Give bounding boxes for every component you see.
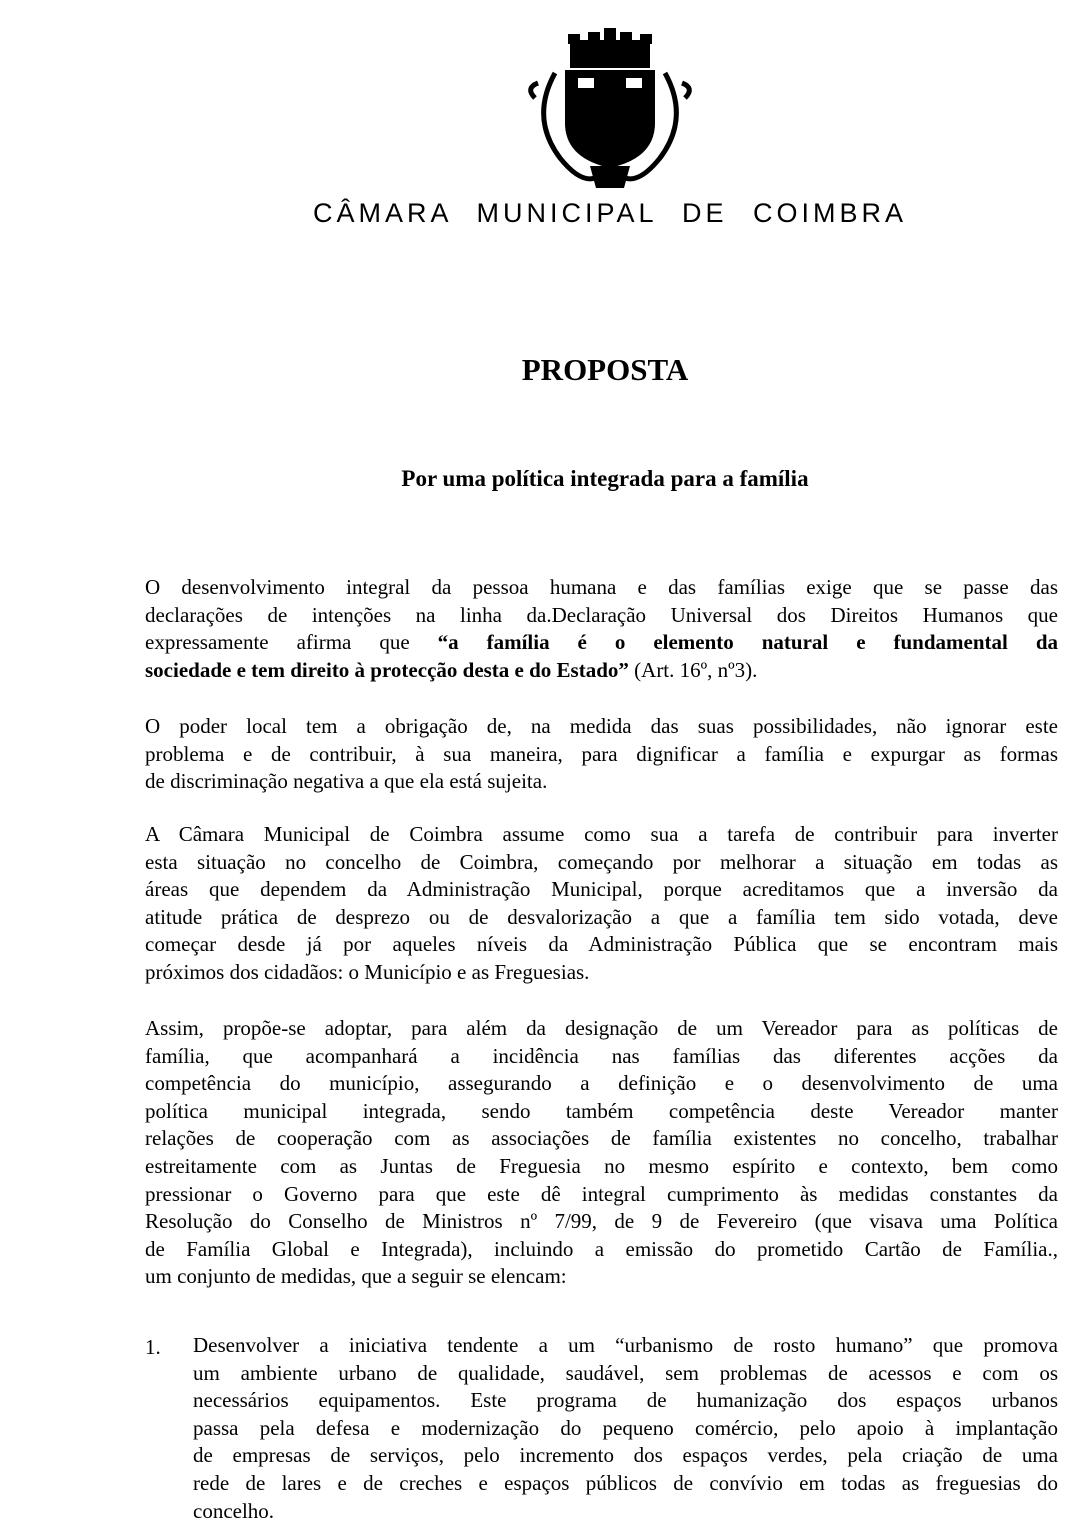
coat-of-arms-logo (520, 28, 700, 198)
text-line: um ambiente urbano de qualidade, saudável, sem problemas de acessos e com os (193, 1360, 1058, 1385)
quote-bold: sociedade e tem direito à protecção desta e do Estado” (145, 657, 629, 682)
text-line: O desenvolvimento integral da pessoa humana e das famílias exige que se passe das (145, 575, 1058, 599)
text-line: de discriminação negativa a que ela está sujeita. (145, 769, 548, 794)
text-line: Resolução do Conselho de Ministros nº 7/99, de 9 de Fevereiro (que visava uma Política (145, 1209, 1058, 1234)
text-line: esta situação no concelho de Coimbra, começando por melhorar a situação em todas as (145, 849, 1058, 874)
text-line: necessários equipamentos. Este programa de humanização dos espaços urbanos (193, 1388, 1058, 1413)
text-line: rede de lares e de creches e espaços públicos de convívio em todas as freguesias do (193, 1470, 1058, 1495)
paragraph-4 (145, 1015, 1058, 1291)
text-line (145, 629, 1058, 657)
text-line: pressionar o Governo para que este dê integral cumprimento às medidas constantes da (145, 1181, 1058, 1206)
text-line: um conjunto de medidas, que a seguir se elencam: (145, 1264, 567, 1289)
list-item-1 (193, 1332, 1058, 1525)
list-number: 1. (145, 1335, 161, 1359)
text-line: passa pela defesa e modernização do pequeno comércio, pelo apoio à implantação (193, 1415, 1058, 1440)
text-segment: expressamente afirma que (145, 630, 438, 655)
organization-name: CÂMARA MUNICIPAL DE COIMBRA (312, 198, 908, 228)
quote-bold: “a família é o elemento natural e fundamental da (437, 630, 1058, 655)
text-line: estreitamente com as Juntas de Freguesia no mesmo espírito e contexto, bem como (145, 1153, 1058, 1178)
text-line: de Família Global e Integrada), incluindo a emissão do prometido Cartão de Família., (145, 1236, 1058, 1261)
text-line: O poder local tem a obrigação de, na medida das suas possibilidades, não ignorar este (145, 714, 1058, 738)
text-line: declarações de intenções na linha da.Declaração Universal dos Direitos Humanos que (145, 602, 1058, 627)
text-line: A Câmara Municipal de Coimbra assume como sua a tarefa de contribuir para inverter (145, 822, 1058, 846)
article-reference: (Art. 16º, nº3). (628, 657, 758, 682)
text-line (145, 657, 1058, 685)
text-line: política municipal integrada, sendo também competência deste Vereador manter (145, 1098, 1058, 1123)
text-line: áreas que dependem da Administração Municipal, porque acreditamos que a inversão da (145, 877, 1058, 902)
text-line: começar desde já por aqueles níveis da Administração Pública que se encontram mais (145, 932, 1058, 957)
text-line: Assim, propõe-se adoptar, para além da designação de um Vereador para as políticas de (145, 1016, 1058, 1040)
paragraph-3 (145, 821, 1058, 987)
paragraph-1 (145, 574, 1058, 684)
text-line: próximos dos cidadãos: o Município e as Freguesias. (145, 959, 590, 984)
text-line: competência do município, assegurando a definição e o desenvolvimento de uma (145, 1071, 1058, 1096)
text-line: Desenvolver a iniciativa tendente a um “urbanismo de rosto humano” que promova (193, 1333, 1058, 1357)
text-line: de empresas de serviços, pelo incremento dos espaços verdes, pela criação de uma (193, 1443, 1058, 1468)
text-line: problema e de contribuir, à sua maneira, para dignificar a família e expurgar as formas (145, 741, 1058, 766)
text-line: família, que acompanhará a incidência nas famílias das diferentes acções da (145, 1043, 1058, 1068)
text-line: concelho. (193, 1498, 275, 1523)
document-subtitle: Por uma política integrada para a família (401, 466, 809, 491)
text-line: relações de cooperação com as associações de família existentes no concelho, trabalhar (145, 1126, 1058, 1151)
text-line: atitude prática de desprezo ou de desvalorização a que a família tem sido votada, deve (145, 904, 1058, 929)
document-title: PROPOSTA (521, 352, 689, 387)
paragraph-2 (145, 713, 1058, 796)
